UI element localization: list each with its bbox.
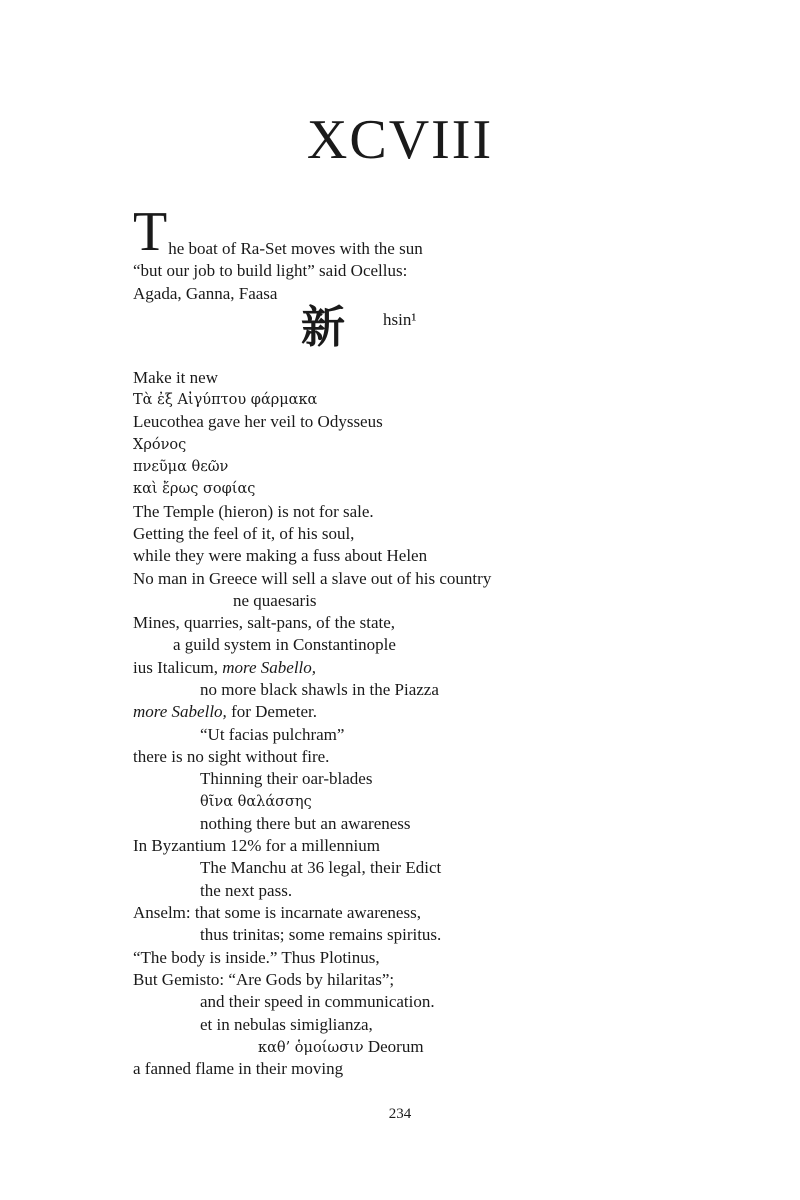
page-title: XCVIII [306,109,494,171]
ideogram-hsin: 新 [301,301,345,353]
poem-line [133,657,693,679]
poem-line: while they were making a fuss about Helen [133,546,428,566]
poem-line: the next pass. [200,880,293,900]
poem-text: ius Italicum, [133,657,223,677]
poem-line: The Temple (hieron) is not for sale. [133,501,374,521]
poem-line: nothing there but an awareness [200,813,411,833]
poem-body [133,201,693,1080]
ideogram-block [133,301,693,367]
poem-line: Anselm: that some is incarnate awareness, [133,903,421,923]
poem-line: a fanned flame in their moving [133,1059,344,1079]
poem-line: “Ut facias pulchram” [200,724,345,744]
poem-line: The Manchu at 36 legal, their Edict [200,858,442,878]
poem-line: Mines, quarries, salt-pans, of the state, [133,613,396,633]
poem-line: a guild system in Constantinople [173,635,396,655]
poem-line [133,701,693,723]
poem-line: Make it new [133,367,218,387]
poem-line: “but our job to build light” said Ocellus: [133,261,408,281]
poem-line [133,201,693,263]
ideogram-label: hsin¹ [383,309,417,329]
poem-line: Getting the feel of it, of his soul, [133,523,355,543]
poem-line: no more black shawls in the Piazza [200,680,439,700]
poem-line: But Gemisto: “Are Gods by hilaritas”; [133,969,395,989]
drop-cap: T [133,201,168,263]
poem-italic: more Sabello, [222,657,317,677]
poem-text: Deorum [363,1036,424,1056]
poem-line: No man in Greece will sell a slave out of his country [133,568,492,588]
poem-line: there is no sight without fire. [133,746,330,766]
poem-line: Agada, Ganna, Faasa [133,283,278,303]
poem-line: thus trinitas; some remains spiritus. [200,925,442,945]
poem-line: Thinning their oar-blades [200,769,373,789]
poem-text-greek: καθ’ ὁμοίωσιν [258,1039,364,1056]
poem-line: “The body is inside.” Thus Plotinus, [133,947,380,967]
poem-line-text: he boat of Ra-Set moves with the sun [168,239,423,258]
poem-line: In Byzantium 12% for a millennium [133,836,380,856]
poem-line-greek: πνεῦμα θεῶν [133,459,229,476]
page-number: 234 [388,1106,412,1122]
poem-line: ne quaesaris [233,590,317,610]
poem-line [133,1036,693,1058]
poem-line-greek: θῖνα θαλάσσης [200,793,312,810]
poem-line-greek: Τὰ ἐξ Αἰγύπτου φάρμακα [133,392,318,409]
poem-line: et in nebulas simiglianza, [200,1014,373,1034]
poem-line-greek: καὶ ἔρως σοφίας [133,481,256,498]
poem-line: Leucothea gave her veil to Odysseus [133,412,383,432]
poem-italic: more Sabello, [133,702,227,722]
poem-line: and their speed in communication. [200,992,435,1012]
poem-text: for Demeter. [226,702,317,722]
poem-line-greek: Χρόνος [133,436,187,453]
